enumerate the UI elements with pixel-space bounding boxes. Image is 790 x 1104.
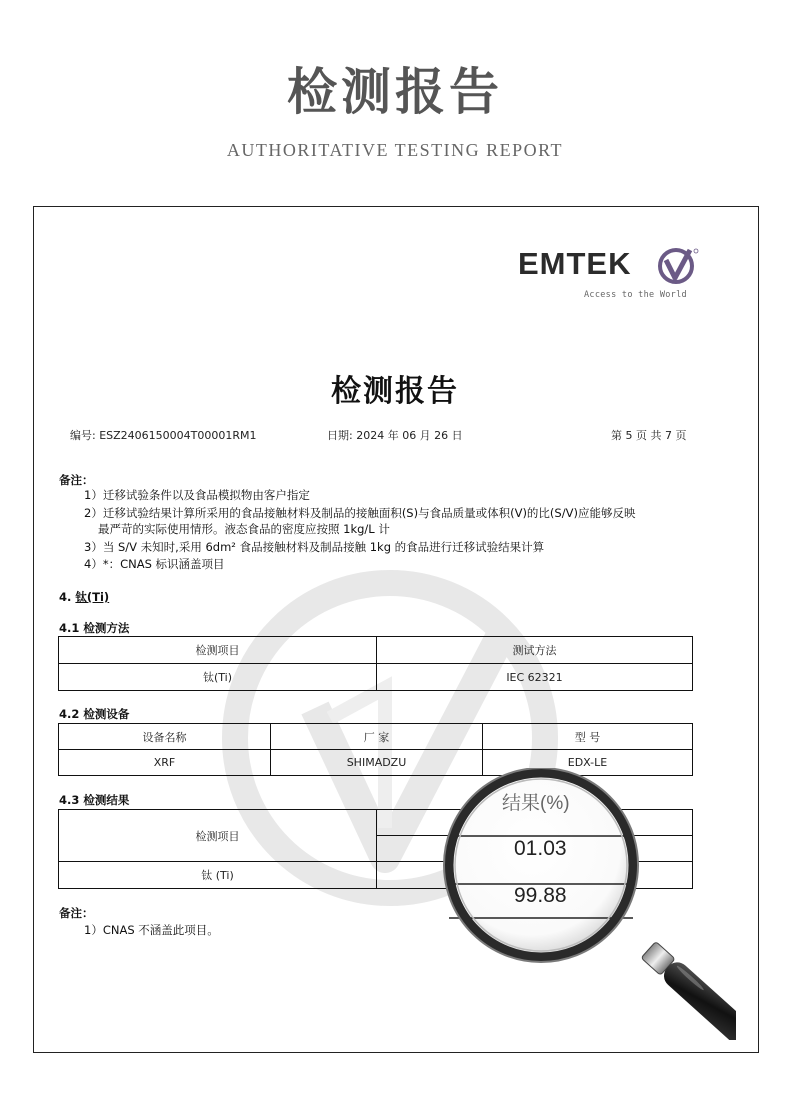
notes2-heading: 备注： (59, 906, 94, 920)
header-title: 检测报告 (287, 62, 503, 121)
emtek-logo (518, 244, 700, 304)
table-cell: 钛(Ti) (59, 664, 377, 691)
table-cell: XRF (59, 750, 271, 776)
logo-tagline: Access to the World (584, 290, 687, 300)
table-cell: IEC 62321 (377, 664, 693, 691)
note-item: 1）CNAS 不涵盖此项目。 (84, 923, 219, 937)
results-heading: 4.3 检测结果 (59, 793, 130, 807)
table-cell: EDX-LE (483, 750, 693, 776)
table-header-cell: 型 号 (483, 724, 693, 750)
header-subtitle: AUTHORITATIVE TESTING REPORT (226, 140, 564, 160)
magnified-value: 99.88 (514, 884, 567, 907)
table-header-cell: 设备名称 (59, 724, 271, 750)
logo-brand: EMTEK (518, 246, 632, 281)
section-number: 4. (59, 590, 72, 604)
method-heading: 4.1 检测方法 (59, 621, 130, 635)
magnified-value: 01.03 (514, 837, 567, 860)
method-table (58, 636, 693, 691)
table-header-cell: 测试方法 (377, 637, 693, 664)
magnifying-glass (436, 768, 736, 1040)
equipment-heading: 4.2 检测设备 (59, 707, 130, 721)
document-title: 检测报告 (331, 374, 459, 409)
report-number: 编号: ESZ2406150004T00001RM1 (70, 429, 257, 442)
section-heading (59, 589, 109, 605)
note-item: 最严苛的实际使用情形。液态食品的密度应按照 1kg/L 计 (98, 522, 390, 536)
report-date: 日期: 2024 年 06 月 26 日 (327, 429, 463, 442)
check-circle-logo-icon (656, 246, 700, 286)
note-item: 3）当 S/V 未知时,采用 6dm² 食品接触材料及制品接触 1kg 的食品进行迁移试验结果计算 (84, 540, 545, 554)
table-header-cell: 厂 家 (271, 724, 483, 750)
section-name: 钛(Ti) (75, 590, 110, 604)
page-number: 第 5 页 共 7 页 (611, 429, 687, 442)
note-item: 1）迁移试验条件以及食品模拟物由客户指定 (84, 488, 310, 502)
note-item: 2）迁移试验结果计算所采用的食品接触材料及制品的接触面积(S)与食品质量或体积(V)的比(S/V)应能够反映 (84, 506, 636, 520)
magnifier-icon (436, 768, 736, 1040)
magnified-header: 结果(%) (502, 793, 570, 814)
note-item: 4）*：CNAS 标识涵盖项目 (84, 557, 225, 571)
notes-heading: 备注： (59, 473, 94, 487)
table-cell: 钛 (Ti) (59, 862, 377, 889)
table-header-cell: 检测项目 (59, 637, 377, 664)
table-header-cell: 检测项目 (59, 810, 377, 862)
table-cell: SHIMADZU (271, 750, 483, 776)
